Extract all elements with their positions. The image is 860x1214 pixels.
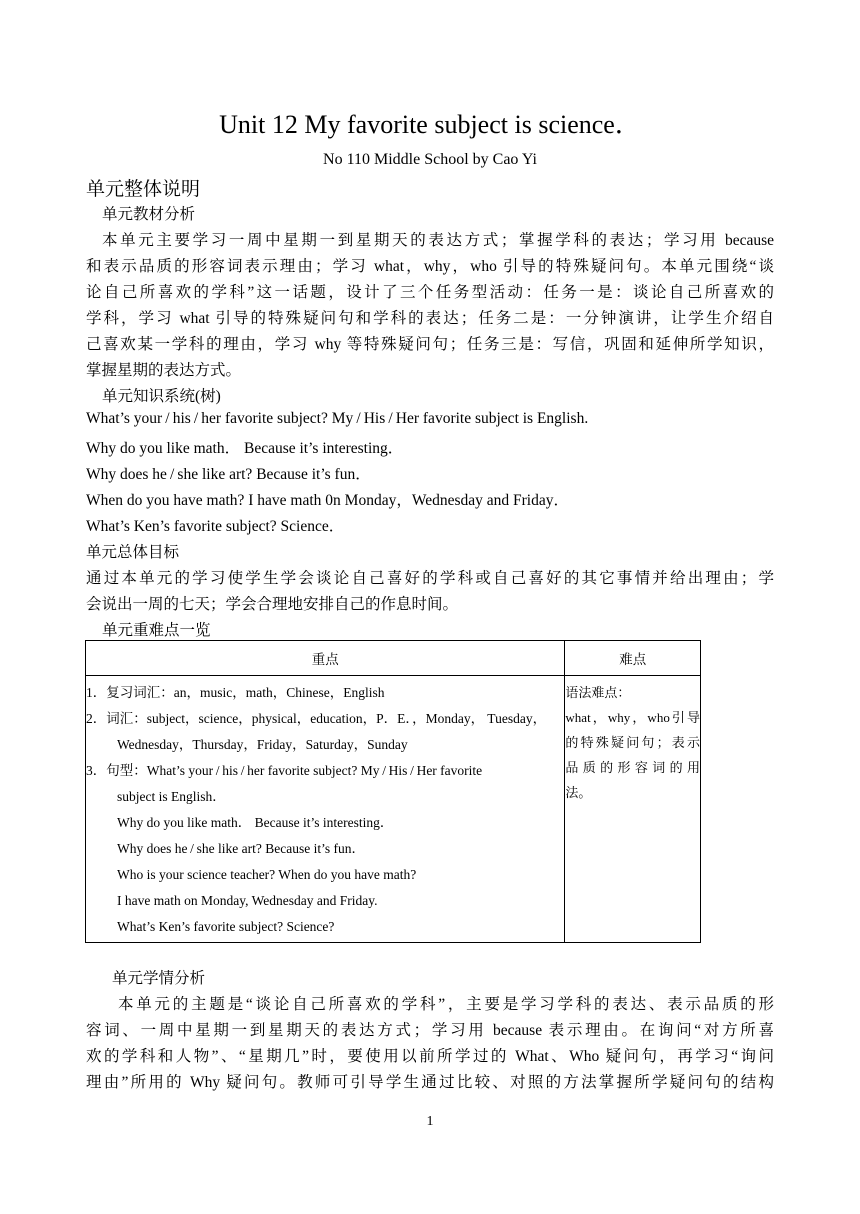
knowledge-line: Why do you like math． Because it’s interesting． — [86, 440, 404, 457]
knowledge-line: When do you have math? I have math 0n Monday，Wednesday and Friday． — [86, 492, 569, 509]
materials-line: 己喜欢某一学科的理由，学习 why 等特殊疑问句；任务三是：写信，巩固和延伸所学知识， — [86, 336, 774, 353]
materials-line: 学科，学习 what 引导的特殊疑问句和学科的表达；任务二是：一分钟演讲，让学生介绍自 — [86, 310, 774, 327]
page-number: 1 — [426, 1114, 434, 1129]
knowledge-line: What’s Ken’s favorite subject? Science． — [86, 518, 345, 535]
key-points-heading: 单元重难点一览 — [102, 622, 211, 639]
document-subtitle: No 110 Middle School by Cao Yi — [323, 151, 537, 168]
document-title: Unit 12 My favorite subject is science． — [219, 110, 641, 139]
learner-line: 本单元的主题是“谈论自己所喜欢的学科”，主要是学习学科的表达、表示品质的形 — [118, 996, 774, 1013]
difficulty-line: 法。 — [565, 785, 592, 800]
section-heading: 单元整体说明 — [86, 178, 201, 200]
knowledge-heading: 单元知识系统(树) — [102, 388, 221, 405]
difficulty-line: 语法难点： — [565, 685, 631, 700]
focus-line: Who is your science teacher? When do you have math? — [117, 867, 417, 882]
materials-line: 掌握星期的表达方式。 — [86, 362, 242, 379]
focus-line: Why do you like math． Because it’s interesting． — [117, 815, 394, 830]
focus-cell — [86, 676, 565, 943]
key-points-table — [85, 640, 701, 943]
focus-line: 1．复习词汇：an，music，math，Chinese，English — [86, 685, 385, 700]
difficulty-line: what，why，who引导 — [565, 710, 700, 725]
difficulty-column-header: 难点 — [565, 641, 701, 676]
focus-line: Wednesday，Thursday，Friday，Saturday，Sunday — [117, 737, 408, 752]
difficulty-line: 的特殊疑问句；表示 — [565, 735, 700, 750]
learner-line: 欢的学科和人物”、“星期几”时，要使用以前所学过的 What、Who 疑问句，再学习“询问 — [86, 1048, 774, 1065]
goals-heading: 单元总体目标 — [86, 544, 180, 561]
learner-line: 容词、一周中星期一到星期天的表达方式；学习用 because 表示理由。在询问“对方所喜 — [86, 1022, 774, 1039]
focus-line: subject is English． — [117, 789, 226, 804]
knowledge-line: Why does he / she like art? Because it’s fun． — [86, 466, 371, 483]
materials-heading: 单元教材分析 — [102, 206, 196, 223]
focus-line: What’s Ken’s favorite subject? Science? — [117, 919, 335, 934]
materials-line: 本单元主要学习一周中星期一到星期天的表达方式；掌握学科的表达；学习用 because — [102, 232, 774, 249]
difficulty-cell — [565, 676, 701, 943]
materials-line: 论自己所喜欢的学科”这一话题，设计了三个任务型活动：任务一是：谈论自己所喜欢的 — [86, 284, 774, 301]
learner-line: 理由”所用的 Why 疑问句。教师可引导学生通过比较、对照的方法掌握所学疑问句的结构 — [86, 1074, 774, 1091]
focus-line: 2．词汇：subject，science，physical，education，P．E．，Monday， Tuesday， — [86, 711, 547, 726]
goals-line: 通过本单元的学习使学生学会谈论自己喜好的学科或自己喜好的其它事情并给出理由；学 — [86, 570, 774, 587]
difficulty-line: 品质的形容词的用 — [565, 760, 700, 775]
learner-heading: 单元学情分析 — [112, 970, 206, 987]
focus-line: 3．句型：What’s your / his / her favorite subject? My / His / Her favorite — [86, 763, 483, 778]
focus-column-header: 重点 — [86, 641, 565, 676]
knowledge-line: What’s your / his / her favorite subject? My / His / Her favorite subject is English. — [86, 410, 589, 427]
goals-line: 会说出一周的七天；学会合理地安排自己的作息时间。 — [86, 596, 459, 613]
focus-line: Why does he / she like art? Because it’s fun． — [117, 841, 365, 856]
focus-line: I have math on Monday, Wednesday and Friday. — [117, 893, 378, 908]
materials-line: 和表示品质的形容词表示理由；学习 what，why，who 引导的特殊疑问句。本单元围绕“谈 — [86, 258, 774, 275]
